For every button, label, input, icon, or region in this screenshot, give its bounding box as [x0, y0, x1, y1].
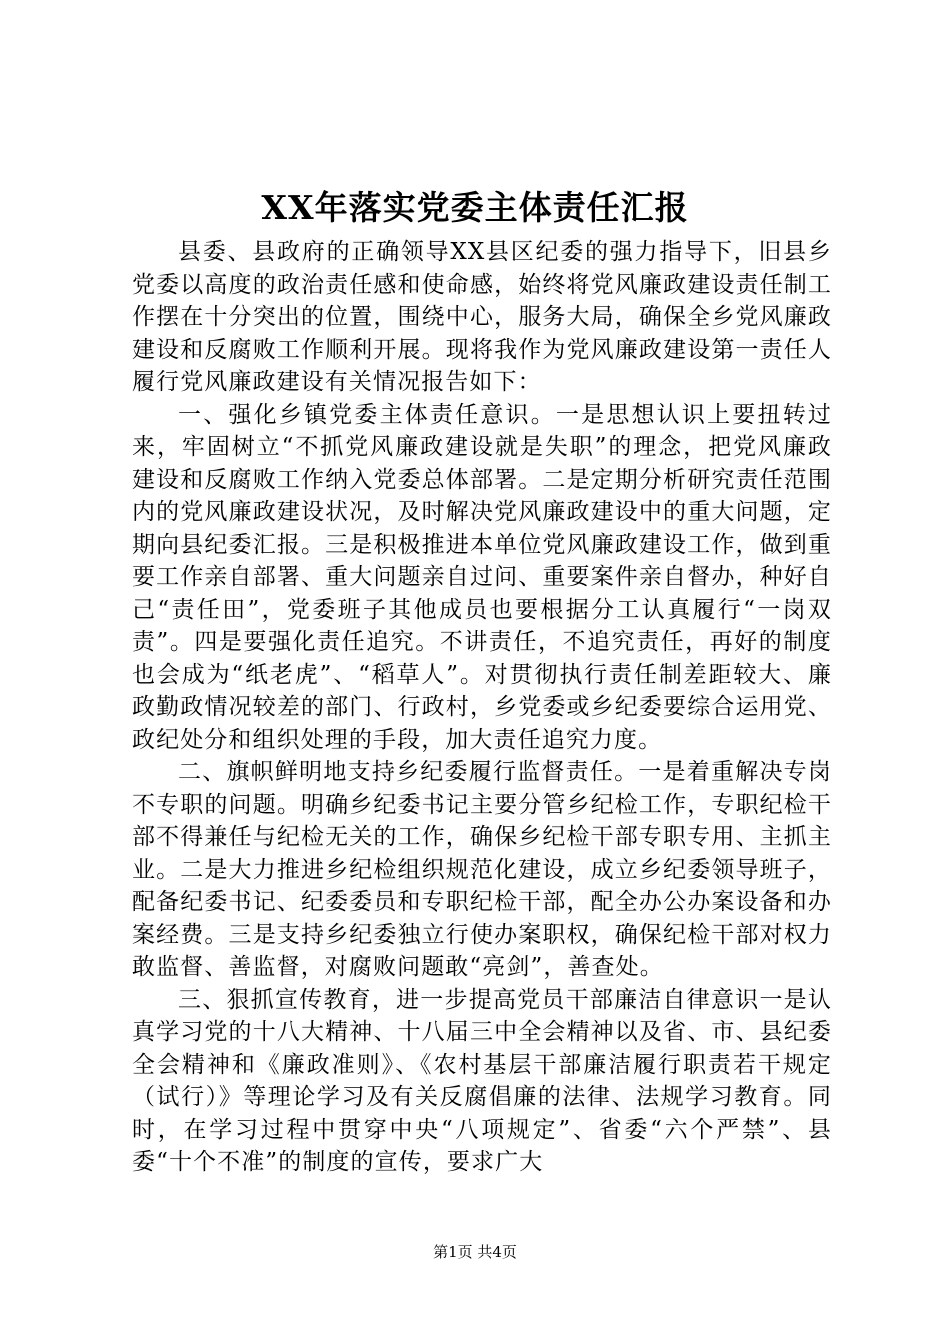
paragraph-section-1: 一、强化乡镇党委主体责任意识。一是思想认识上要扭转过来，牢固树立“不抓党风廉政建设就是失职”的理念，把党风廉政建设和反腐败工作纳入党委总体部署。二是定期分析研究责任范围内的党风廉政建设状况，及时解决党风廉政建设中的重大问题，定期向县纪委汇报。三是积极推进本单位党风廉政建设工作，做到重要工作亲自部署、重大问题亲自过问、重要案件亲自督办，种好自己“责任田”，党委班子其他成员也要根据分工认真履行“一岗双责”。四是要强化责任追究。不讲责任，不追究责任，再好的制度也会成为“纸老虎”、“稻草人”。对贯彻执行责任制差距较大、廉政勤政情况较差的部门、行政村，乡党委或乡纪委要综合运用党、政纪处分和组织处理的手段，加大责任追究力度。: [132, 401, 832, 753]
paragraph-intro: 县委、县政府的正确领导XX县区纪委的强力指导下，旧县乡党委以高度的政治责任感和使命感，始终将党风廉政建设责任制工作摆在十分突出的位置，围绕中心，服务大局，确保全乡党风廉政建设和反腐败工作顺利开展。现将我作为党风廉政建设第一责任人履行党风廉政建设有关情况报告如下：: [132, 239, 832, 395]
page-footer: [0, 1241, 950, 1263]
paragraph-section-2: 二、旗帜鲜明地支持乡纪委履行监督责任。一是着重解决专岗不专职的问题。明确乡纪委书记主要分管乡纪检工作，专职纪检干部不得兼任与纪检无关的工作，确保乡纪检干部专职专用、主抓主业。二是大力推进乡纪检组织规范化建设，成立乡纪委领导班子，配备纪委书记、纪委委员和专职纪检干部，配全办公办案设备和办案经费。三是支持乡纪委独立行使办案职权，确保纪检干部对权力敢监督、善监督，对腐败问题敢“亮剑”，善查处。: [132, 759, 832, 980]
page-title: XX年落实党委主体责任汇报: [261, 188, 689, 227]
paragraph-section-3: 三、狠抓宣传教育，进一步提高党员干部廉洁自律意识一是认真学习党的十八大精神、十八届三中全会精神以及省、市、县纪委全会精神和《廉政准则》、《农村基层干部廉洁履行职责若干规定（试行）》等理论学习及有关反腐倡廉的法律、法规学习教育。同时，在学习过程中贯穿中央“八项规定”、省委“六个严禁”、县委“十个不准”的制度的宣传，要求广大: [132, 986, 832, 1175]
page-number: 第1页 共4页: [433, 1243, 517, 1261]
document-body: [132, 236, 832, 1179]
